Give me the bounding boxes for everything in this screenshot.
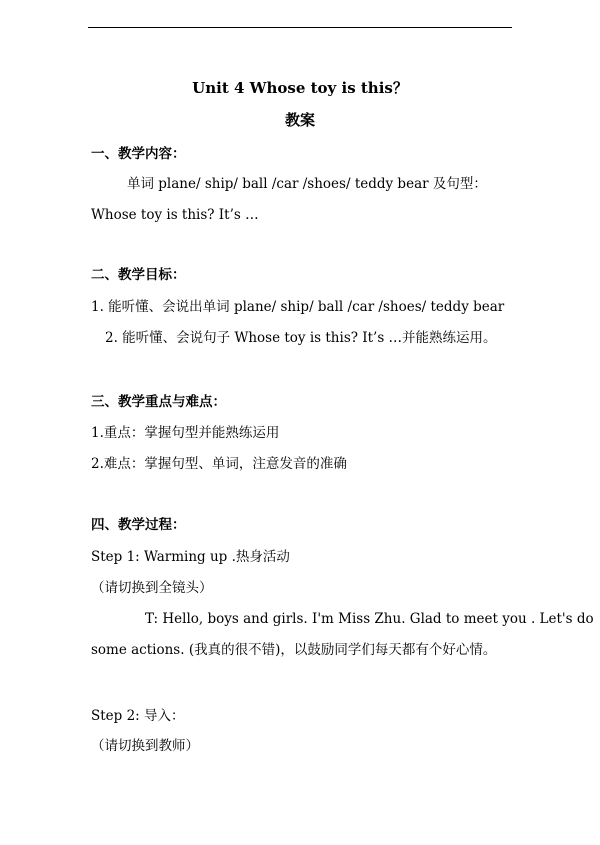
process-step-2: Step 2: 导入： bbox=[91, 708, 185, 724]
section-heading-content: 一、教学内容： bbox=[91, 146, 186, 162]
process-step-1-text-line1: T: Hello, boys and girls. I'm Miss Zhu. Glad to meet you . Let's do bbox=[145, 611, 594, 627]
key-point-item-1: 1.重点：掌握句型并能熟练运用 bbox=[91, 425, 280, 441]
content-line-sentence: Whose toy is this? It’s … bbox=[91, 207, 259, 223]
key-point-item-2: 2.难点：掌握句型、单词，注意发音的准确 bbox=[91, 456, 347, 472]
document-title: Unit 4 Whose toy is this？ bbox=[192, 79, 408, 97]
section-heading-process: 四、教学过程： bbox=[91, 517, 186, 533]
document-subtitle: 教案 bbox=[284, 111, 315, 129]
process-step-1-note: （请切换到全镜头） bbox=[91, 580, 213, 596]
process-step-1-text-line2: some actions. (我真的很不错)，以鼓励同学们每天都有个好心情。 bbox=[91, 642, 497, 658]
goal-item-2: 2. 能听懂、会说句子 Whose toy is this? It’s …并能熟练运用。 bbox=[105, 330, 497, 346]
process-step-1: Step 1: Warming up .热身活动 bbox=[91, 549, 290, 565]
goal-item-1: 1. 能听懂、会说出单词 plane/ ship/ ball /car /shoes/ teddy bear bbox=[91, 299, 505, 315]
section-heading-goals: 二、教学目标： bbox=[91, 267, 186, 283]
process-step-2-note: （请切换到教师） bbox=[91, 738, 199, 754]
content-line-vocabulary: 单词 plane/ ship/ ball /car /shoes/ teddy bear 及句型： bbox=[127, 176, 487, 192]
section-heading-key-points: 三、教学重点与难点： bbox=[91, 394, 226, 410]
header-rule bbox=[88, 27, 512, 28]
